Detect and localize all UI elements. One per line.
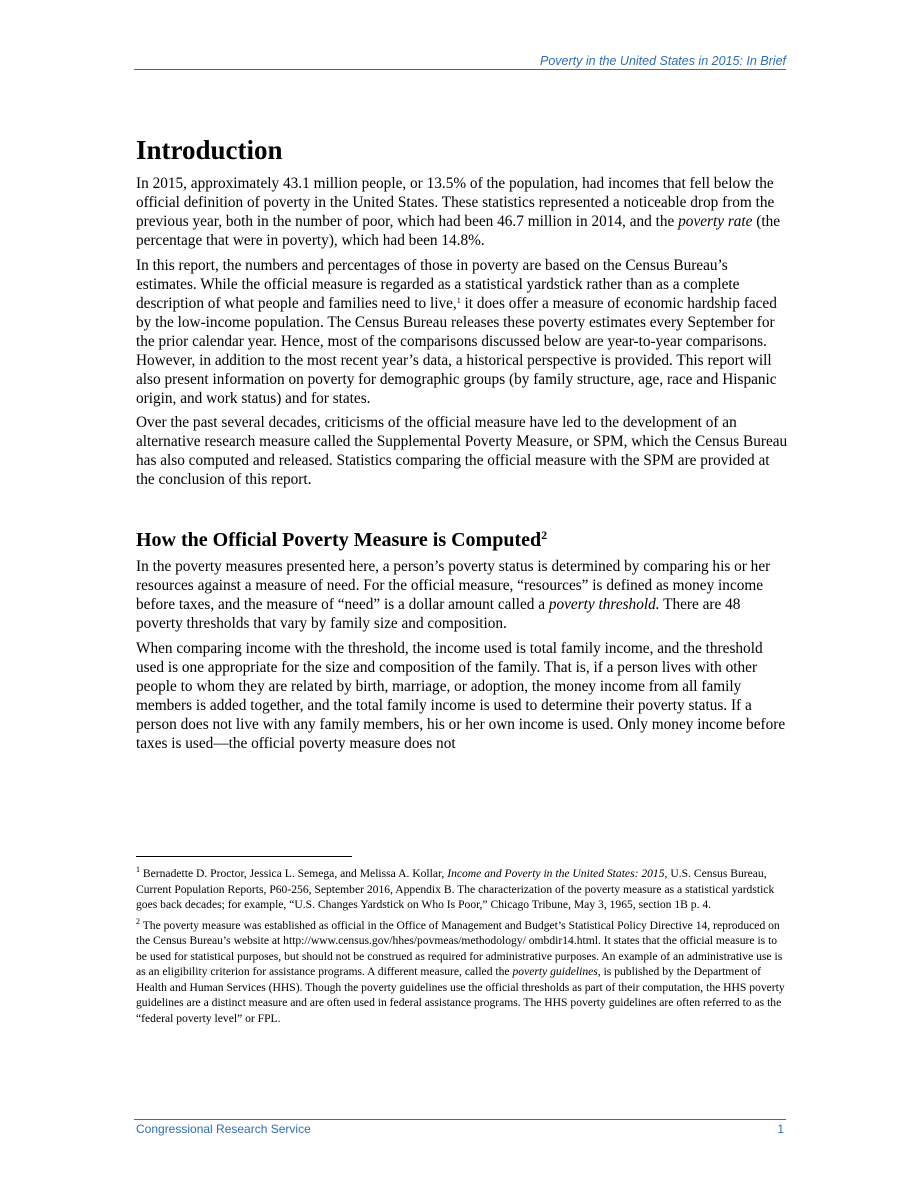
running-header: Poverty in the United States in 2015: In Brief xyxy=(540,54,786,68)
footnote-1: $^1$ Bernadette D. Proctor, Jessica L. Semega, and Melissa A. Kollar, Income and Poverty in the United States: 2015, U.S. Census Bureau, Current Population Reports, P60-256, September 2016, Appendix B. The characterization of the poverty measure as a statistical yardstick goes back decades; for example, “U.S. Changes Yardstick on Who Is Poor,” Chicago Tribune, May 3, 1965, section 1B p. 4. xyxy=(136,865,775,911)
footer-publisher: Congressional Research Service xyxy=(136,1122,311,1136)
footnotes xyxy=(136,866,786,1031)
footer-rule xyxy=(134,1119,786,1120)
computed-paragraph-2: When comparing income with the threshold, the income used is total family income, and the threshold used is one appropriate for the size and composition of the family. That is, if a person lives with other people to whom they are related by birth, marriage, or adoption, the money income from all family members is added together, and the total family income is used to determine their poverty status. If a person does not live with any family members, his or her own income is used. Only money income before taxes is used—the official poverty measure does not xyxy=(136,639,786,752)
footnote-separator xyxy=(136,856,352,857)
intro-paragraph-3: Over the past several decades, criticisms of the official measure have led to the development of an alternative research measure called the Supplemental Poverty Measure, or SPM, which the Census Bureau has also computed and released. Statistics comparing the official measure with the SPM are provided at the conclusion of this report. xyxy=(136,414,788,488)
header-rule xyxy=(134,69,786,70)
footnote-ref-1: 1 xyxy=(456,295,461,305)
intro-paragraph-2: In this report, the numbers and percentages of those in poverty are based on the Census Bureau’s estimates. While the official measure is regarded as a statistical yardstick rather than as a complete description of what people and families need to live,$^1$ it does offer a measure of economic hardship faced by the low-income population. The Census Bureau releases these poverty estimates every September for the prior calendar year. Hence, most of the comparisons discussed below are year-to-year comparisons. However, in addition to the most recent year’s data, a historical perspective is provided. This report will also present information on poverty for demographic groups (by family structure, age, race and Hispanic origin, and work status) and for states. xyxy=(136,256,777,407)
footnote-2: $^2$ The poverty measure was established as official in the Office of Management and Budget’s Statistical Policy Directive 14, reproduced on the Census Bureau’s website at http://www.census.gov/hhes/povmeas/methodology/ ombdir14.html. It states that the official measure is to be used for statistical purposes, but should not be construed as required for administrative purposes. An example of an administrative use is as an eligibility criterion for assistance programs. A different measure, called the poverty guidelines, is published by the Department of Health and Human Services (HHS). Though the poverty guidelines use the official thresholds as part of their computation, the HHS poverty guidelines are a distinct measure and are often used in federal assistance programs. The HHS poverty guidelines are often referred to as the “federal poverty level” or FPL. xyxy=(136,916,785,1025)
computed-paragraph-1: In the poverty measures presented here, a person’s poverty status is determined by comparing his or her resources against a measure of need. For the official measure, “resources” is defined as money income before taxes, and the measure of “need” is a dollar amount called a poverty threshold. There are 48 poverty thresholds that vary by family size and composition. xyxy=(136,558,771,632)
page-number: 1 xyxy=(777,1122,784,1136)
intro-heading: Introduction xyxy=(136,135,283,165)
computed-heading: How the Official Poverty Measure is Computed$^2$ xyxy=(136,528,548,551)
intro-paragraph-1: In 2015, approximately 43.1 million people, or 13.5% of the population, had incomes that fell below the official definition of poverty in the United States. These statistics represented a noticeable drop from the previous year, both in the number of poor, which had been 46.7 million in 2014, and the poverty rate (the percentage that were in poverty), which had been 14.8%. xyxy=(136,175,781,249)
footnote-ref-2: 2 xyxy=(541,528,548,542)
main-content xyxy=(136,134,788,758)
